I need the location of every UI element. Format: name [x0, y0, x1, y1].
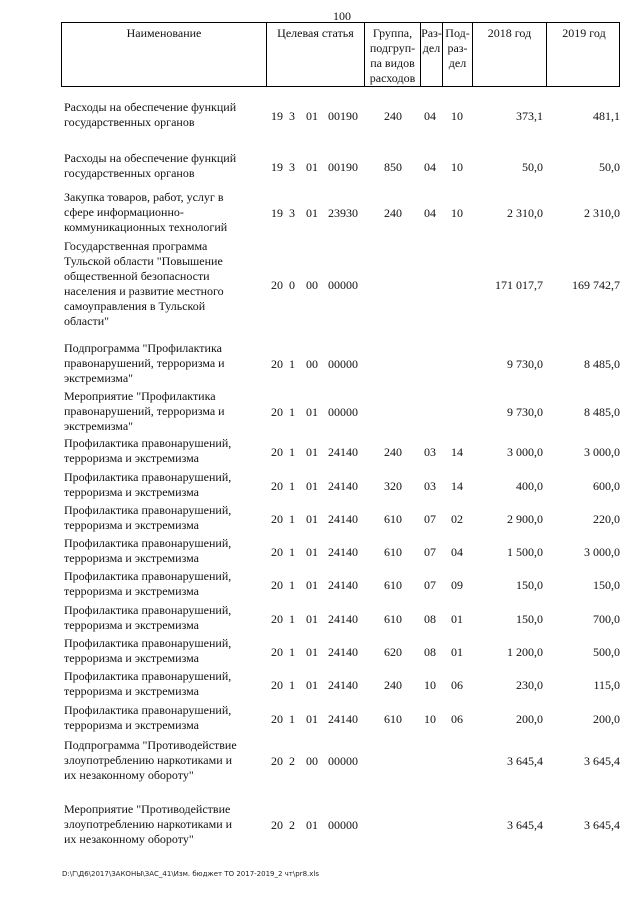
cell-p: 20	[271, 611, 283, 626]
row-name: Профилактика правонарушений, терроризма и экстремизма	[64, 470, 232, 499]
cell-n: 24140	[328, 511, 358, 526]
row-name: Профилактика правонарушений, терроризма и экстремизма	[64, 603, 232, 632]
cell-pr: 09	[451, 577, 463, 592]
cell-m: 01	[306, 544, 318, 559]
cell-n: 24140	[328, 544, 358, 559]
cell-n: 00000	[328, 357, 358, 371]
cell-p: 20	[271, 277, 283, 292]
cell-m: 01	[306, 405, 318, 419]
cell-g: 1	[289, 577, 295, 592]
cell-y18: 3 000,0	[507, 444, 543, 459]
cell-g: 1	[289, 544, 295, 559]
cell-y18: 1 200,0	[507, 644, 543, 659]
cell-pr: 01	[451, 644, 463, 659]
row-name: Профилактика правонарушений, терроризма и экстремизма	[64, 703, 232, 732]
row-name: Профилактика правонарушений, терроризма и экстремизма	[64, 536, 232, 565]
cell-y19: 2 310,0	[584, 206, 620, 220]
cell-y19: 200,0	[593, 711, 620, 726]
cell-m: 01	[306, 711, 318, 726]
cell-vr: 610	[384, 577, 402, 592]
cell-n: 00000	[328, 818, 358, 832]
cell-rz: 08	[424, 644, 436, 659]
cell-g: 1	[289, 357, 295, 371]
row-name: Мероприятие "Профилактика правонарушений, терроризма и экстремизма"	[64, 389, 225, 433]
cell-vr: 240	[384, 108, 402, 123]
cell-g: 3	[289, 159, 295, 174]
cell-g: 1	[289, 511, 295, 526]
cell-rz: 03	[424, 444, 436, 459]
cell-g: 1	[289, 478, 295, 493]
cell-y19: 700,0	[593, 611, 620, 626]
cell-vr: 240	[384, 677, 402, 692]
cell-n: 00000	[328, 277, 358, 292]
cell-pr: 04	[451, 544, 463, 559]
cell-y18: 373,1	[516, 108, 543, 123]
cell-pr: 06	[451, 711, 463, 726]
header-target: Целевая статья	[267, 23, 365, 86]
cell-m: 01	[306, 206, 318, 220]
header-2019: 2019 год	[562, 26, 606, 40]
cell-m: 01	[306, 677, 318, 692]
cell-rz: 07	[424, 511, 436, 526]
cell-rz: 04	[424, 159, 436, 174]
cell-y18: 3 645,4	[507, 818, 543, 832]
cell-pr: 14	[451, 444, 463, 459]
cell-n: 24140	[328, 478, 358, 493]
cell-y19: 500,0	[593, 644, 620, 659]
cell-g: 3	[289, 108, 295, 123]
cell-p: 20	[271, 644, 283, 659]
cell-g: 1	[289, 444, 295, 459]
cell-y19: 220,0	[593, 511, 620, 526]
cell-rz: 08	[424, 611, 436, 626]
cell-g: 2	[289, 818, 295, 832]
cell-y18: 1 500,0	[507, 544, 543, 559]
cell-y18: 150,0	[516, 611, 543, 626]
cell-pr: 01	[451, 611, 463, 626]
cell-rz: 04	[424, 206, 436, 220]
row-name: Закупка товаров, работ, услуг в сфере информационно- коммуникационных технологий	[64, 190, 228, 234]
cell-rz: 03	[424, 478, 436, 493]
cell-m: 00	[306, 357, 318, 371]
cell-vr: 850	[384, 159, 402, 174]
cell-vr: 240	[384, 444, 402, 459]
cell-y19: 115,0	[593, 677, 620, 692]
cell-y18: 2 310,0	[507, 206, 543, 220]
row-name: Расходы на обеспечение функций государственных органов	[64, 151, 237, 180]
cell-g: 1	[289, 711, 295, 726]
header-2018: 2018 год	[473, 23, 547, 86]
cell-y18: 9 730,0	[507, 357, 543, 371]
row-name: Государственная программа Тульской области "Повышение общественной безопасности населения и развитие местного самоуправления в Тульской области"	[64, 239, 224, 328]
cell-p: 19	[271, 108, 283, 123]
cell-n: 00000	[328, 754, 358, 768]
cell-vr: 240	[384, 206, 402, 220]
cell-p: 19	[271, 206, 283, 220]
cell-y18: 171 017,7	[495, 277, 543, 292]
cell-m: 01	[306, 478, 318, 493]
cell-g: 3	[289, 206, 295, 220]
cell-y18: 200,0	[516, 711, 543, 726]
cell-pr: 06	[451, 677, 463, 692]
cell-y19: 169 742,7	[572, 277, 620, 292]
cell-p: 20	[271, 544, 283, 559]
cell-y19: 8 485,0	[584, 357, 620, 371]
cell-pr: 10	[451, 108, 463, 123]
row-name: Подпрограмма "Профилактика правонарушений, терроризма и экстремизма"	[64, 341, 225, 385]
table-header	[61, 22, 620, 87]
cell-vr: 610	[384, 511, 402, 526]
cell-y18: 230,0	[516, 677, 543, 692]
cell-y19: 600,0	[593, 478, 620, 493]
cell-pr: 10	[451, 206, 463, 220]
cell-n: 00190	[328, 159, 358, 174]
cell-n: 24140	[328, 611, 358, 626]
cell-m: 01	[306, 611, 318, 626]
cell-m: 00	[306, 754, 318, 768]
cell-g: 1	[289, 644, 295, 659]
cell-rz: 07	[424, 577, 436, 592]
cell-rz: 10	[424, 711, 436, 726]
cell-m: 01	[306, 108, 318, 123]
cell-p: 19	[271, 159, 283, 174]
row-name: Подпрограмма "Противодействие злоупотреблению наркотиками и их незаконному обороту"	[64, 738, 237, 782]
cell-rz: 07	[424, 544, 436, 559]
cell-y19: 3 645,4	[584, 818, 620, 832]
cell-g: 1	[289, 405, 295, 419]
cell-y19: 50,0	[599, 159, 620, 174]
cell-y18: 3 645,4	[507, 754, 543, 768]
cell-m: 01	[306, 444, 318, 459]
cell-p: 20	[271, 754, 283, 768]
cell-p: 20	[271, 577, 283, 592]
cell-y18: 9 730,0	[507, 405, 543, 419]
cell-m: 01	[306, 818, 318, 832]
cell-p: 20	[271, 478, 283, 493]
cell-y18: 50,0	[522, 159, 543, 174]
cell-vr: 610	[384, 711, 402, 726]
cell-n: 24140	[328, 644, 358, 659]
row-name: Расходы на обеспечение функций государственных органов	[64, 100, 237, 129]
header-name: Наименование	[62, 23, 267, 86]
cell-pr: 14	[451, 478, 463, 493]
row-name: Мероприятие "Противодействие злоупотреблению наркотиками и их незаконному обороту"	[64, 802, 233, 846]
cell-m: 01	[306, 159, 318, 174]
cell-pr: 10	[451, 159, 463, 174]
cell-y18: 400,0	[516, 478, 543, 493]
cell-n: 24140	[328, 711, 358, 726]
cell-m: 01	[306, 577, 318, 592]
cell-p: 20	[271, 405, 283, 419]
cell-m: 01	[306, 511, 318, 526]
cell-vr: 610	[384, 544, 402, 559]
cell-rz: 10	[424, 677, 436, 692]
row-name: Профилактика правонарушений, терроризма и экстремизма	[64, 569, 232, 598]
page-number: 100	[333, 9, 351, 23]
cell-y19: 3 000,0	[584, 544, 620, 559]
header-razdel: Раз- дел	[421, 23, 443, 86]
header-group: Группа, подгруп- па видов расходов	[365, 23, 421, 86]
cell-p: 20	[271, 357, 283, 371]
cell-m: 01	[306, 644, 318, 659]
row-name: Профилактика правонарушений, терроризма и экстремизма	[64, 503, 232, 532]
row-name: Профилактика правонарушений, терроризма и экстремизма	[64, 636, 232, 665]
cell-y18: 2 900,0	[507, 511, 543, 526]
cell-g: 2	[289, 754, 295, 768]
cell-vr: 610	[384, 611, 402, 626]
cell-y19: 8 485,0	[584, 405, 620, 419]
cell-y19: 3 645,4	[584, 754, 620, 768]
cell-g: 1	[289, 677, 295, 692]
cell-m: 00	[306, 277, 318, 292]
cell-p: 20	[271, 711, 283, 726]
footer-file-path: D:\Г\Д6\2017\ЗАКОНЫ\ЗАС_41\Изм. бюджет ТО 2017-2019_2 чт\pr8.xls	[62, 870, 319, 878]
cell-rz: 04	[424, 108, 436, 123]
cell-p: 20	[271, 444, 283, 459]
cell-pr: 02	[451, 511, 463, 526]
cell-n: 24140	[328, 677, 358, 692]
header-podrazdel: Под- раз- дел	[443, 23, 473, 86]
cell-y19: 150,0	[593, 577, 620, 592]
cell-n: 00190	[328, 108, 358, 123]
cell-p: 20	[271, 511, 283, 526]
cell-g: 1	[289, 611, 295, 626]
cell-n: 24140	[328, 444, 358, 459]
cell-y18: 150,0	[516, 577, 543, 592]
cell-g: 0	[289, 277, 295, 292]
row-name: Профилактика правонарушений, терроризма и экстремизма	[64, 669, 232, 698]
cell-y19: 481,1	[593, 108, 620, 123]
cell-n: 24140	[328, 577, 358, 592]
cell-vr: 620	[384, 644, 402, 659]
cell-p: 20	[271, 677, 283, 692]
cell-n: 23930	[328, 206, 358, 220]
cell-y19: 3 000,0	[584, 444, 620, 459]
cell-n: 00000	[328, 405, 358, 419]
cell-vr: 320	[384, 478, 402, 493]
row-name: Профилактика правонарушений, терроризма и экстремизма	[64, 436, 232, 465]
cell-p: 20	[271, 818, 283, 832]
